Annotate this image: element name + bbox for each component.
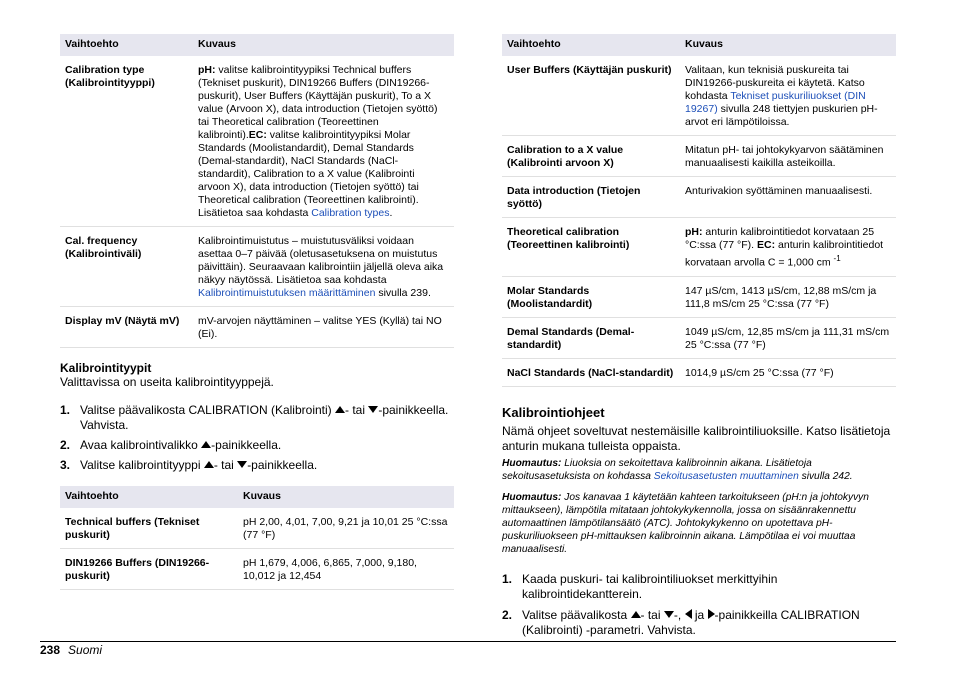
option-description <box>193 56 454 227</box>
note <box>502 457 896 483</box>
option-name: Theoretical calibration (Teoreettinen kalibrointi) <box>502 218 680 277</box>
down-arrow-icon <box>368 406 378 413</box>
table-row <box>502 276 896 317</box>
step-text: -painikkeella. <box>211 438 282 452</box>
step-text: - tai <box>344 403 369 417</box>
note-label: Huomautus: <box>502 491 562 503</box>
column-header: Kuvaus <box>193 34 454 56</box>
option-name: Calibration to a X value (Kalibrointi arvoon X) <box>502 136 680 177</box>
option-description: 1014,9 µS/cm 25 °C:ssa (77 °F) <box>680 358 896 386</box>
step-number: 2. <box>502 607 513 622</box>
up-arrow-icon <box>335 406 345 413</box>
option-description <box>680 218 896 277</box>
left-column <box>60 34 454 590</box>
table-row <box>502 218 896 277</box>
description-text: Valitaan, kun teknisiä puskureita tai DIN19266-puskureita ei käytetä. Katso kohdasta <box>685 64 865 102</box>
column-header: Kuvaus <box>238 486 454 508</box>
language-label: Suomi <box>68 643 103 657</box>
table-row <box>502 177 896 218</box>
ec-text: anturin kalibrointitiedot korvataan arvolla C = 1,000 cm <box>685 239 884 269</box>
table-row <box>502 56 896 136</box>
text-after: . <box>389 207 393 219</box>
steps-list <box>60 403 454 473</box>
section-intro: Nämä ohjeet soveltuvat nestemäisille kalibrointiliuoksille. Katso lisätietoja anturin mukana tulleista oppaista. <box>502 423 891 453</box>
up-arrow-icon <box>201 441 211 448</box>
step-number: 1. <box>502 571 513 586</box>
step-text: Valitse kalibrointityyppi <box>80 458 204 472</box>
step-number: 2. <box>60 438 71 452</box>
ph-label: pH: <box>685 226 703 238</box>
step-text: -, <box>673 607 685 622</box>
step-text: -painikkeilla CALIBRATION (Kalibrointi) -parametri. Vahvista. <box>522 607 860 637</box>
option-description: pH 2,00, 4,01, 7,00, 9,21 ja 10,01 25 °C:ssa (77 °F) <box>238 508 454 549</box>
option-name: Molar Standards (Moolistandardit) <box>502 276 680 317</box>
note-label: Huomautus: <box>502 457 562 469</box>
step-text: -painikkeella. Vahvista. <box>80 403 449 432</box>
up-arrow-icon <box>631 611 641 618</box>
page-number: 238 <box>40 643 61 657</box>
step-item <box>60 458 454 473</box>
table-row <box>60 227 454 307</box>
description-text: Kalibrointimuistutus – muistutusväliksi voidaan asettaa 0–7 päivää (oletusasetuksena on muistutus päivittäin). Seuraavaan kalibrointiin jäljellä oleva aika näkyy näytössä. Lisätietoa saa kohdasta <box>198 235 444 286</box>
option-name: Data introduction (Tietojen syöttö) <box>502 177 680 218</box>
step-number: 3. <box>60 458 71 472</box>
text-after: sivulla 248 tiettyjen puskurien pH-arvot eri lämpötiloissa. <box>685 103 878 128</box>
technical-buffers-link[interactable]: Tekniset puskuriliuokset (DIN 19267) <box>685 90 866 115</box>
table-row <box>502 317 896 358</box>
column-header: Vaihtoehto <box>60 486 238 508</box>
column-header: Kuvaus <box>680 34 896 56</box>
table-header-row <box>60 34 454 56</box>
step-text: - tai <box>213 458 238 472</box>
note <box>502 491 896 556</box>
ph-text: valitse kalibrointityypiksi Technical buffers (Tekniset puskurit), DIN19266 Buffers (DIN19266-puskurit), User Buffers (Käyttäjän puskurit), To a X value (Arvoon X), data introduction (Tietojen syöttö) tai Theoretical calibration (Teoreettinen kalibrointi). <box>198 64 438 141</box>
section-title: Kalibrointiohjeet <box>502 404 605 420</box>
table-row <box>502 136 896 177</box>
step-text: - tai <box>640 607 664 622</box>
option-name: DIN19266 Buffers (DIN19266-puskurit) <box>60 549 238 590</box>
down-arrow-icon <box>664 611 674 618</box>
section-intro: Valittavissa on useita kalibrointityyppejä. <box>60 375 274 389</box>
step-text: Kaada puskuri- tai kalibrointiliuokset merkittyihin kalibrointidekantterein. <box>522 571 778 601</box>
options-table-3 <box>502 34 896 387</box>
note-text: sivulla 242. <box>798 470 853 482</box>
option-description: pH 1,679, 4,006, 6,865, 7,000, 9,180, 10,012 ja 12,454 <box>238 549 454 590</box>
table-header-row <box>502 34 896 56</box>
option-name: Calibration type (Kalibrointityyppi) <box>60 56 193 227</box>
table-row <box>60 307 454 348</box>
table-row <box>60 508 454 549</box>
column-header: Vaihtoehto <box>60 34 193 56</box>
text-after: sivulla 239. <box>375 287 431 299</box>
ec-label: EC: <box>248 129 267 141</box>
option-description: Anturivakion syöttäminen manuaalisesti. <box>680 177 896 218</box>
step-item <box>60 403 454 433</box>
footer-divider <box>40 641 896 642</box>
option-name: Technical buffers (Tekniset puskurit) <box>60 508 238 549</box>
ph-text: anturin kalibrointitiedot korvataan 25 °C:ssa (77 °F). <box>685 226 875 251</box>
right-column <box>502 34 896 638</box>
right-arrow-icon <box>708 609 715 619</box>
ph-label: pH: <box>198 64 216 76</box>
step-text: Avaa kalibrointivalikko <box>80 438 202 452</box>
note-text: Jos kanavaa 1 käytetään kahteen tarkoitukseen (pH:n ja johtokyvyn mittaukseen), lämpötila mitataan johtokykykennolla, jossa on sisäänrakennettu automaattinen lämpötilansäätö (ATC). Johtokykykenno on upotettava pH-puskuriliuokseen pH-mittauksen kalibroinnin aikana. Lämpötilaa ei voi muuttaa manuaalisesti. <box>502 491 869 555</box>
table-row <box>60 549 454 590</box>
calibration-types-link[interactable]: Calibration types <box>311 207 390 219</box>
superscript: -1 <box>833 254 841 263</box>
step-text: Valitse päävalikosta CALIBRATION (Kalibrointi) <box>80 403 335 417</box>
step-item <box>502 608 896 638</box>
calibration-reminder-link[interactable]: Kalibrointimuistutuksen määrittäminen <box>198 287 376 299</box>
steps-list <box>502 572 896 638</box>
option-name: Display mV (Näytä mV) <box>60 307 193 348</box>
option-description: 1049 µS/cm, 12,85 mS/cm ja 111,31 mS/cm 25 °C:ssa (77 °F) <box>680 317 896 358</box>
table-row <box>60 56 454 227</box>
option-name: Demal Standards (Demal-standardit) <box>502 317 680 358</box>
options-table-1 <box>60 34 454 348</box>
option-description: mV-arvojen näyttäminen – valitse YES (Kyllä) tai NO (Ei). <box>193 307 454 348</box>
step-number: 1. <box>60 403 71 417</box>
step-text: Valitse päävalikosta <box>522 607 631 622</box>
options-table-2 <box>60 486 454 590</box>
up-arrow-icon <box>204 461 214 468</box>
ec-label: EC: <box>757 239 776 251</box>
option-description <box>680 56 896 136</box>
down-arrow-icon <box>237 461 247 468</box>
option-description: Mitatun pH- tai johtokykyarvon säätäminen manuaalisesti kaikilla asteikoilla. <box>680 136 896 177</box>
left-arrow-icon <box>685 609 692 619</box>
ec-text: valitse kalibrointityypiksi Molar Standards (Moolistandardit), Demal Standards (Demal-standardit), NaCl Standards (NaCl-standardit), Calibration to a X value (Kalibrointi arvoon X), data introduction (Tietojen syöttö) tai Theoretical calibration (Teoreettinen kalibrointi). Lisätietoa saa kohdasta <box>198 129 419 219</box>
section-title: Kalibrointityypit <box>60 361 152 375</box>
column-header: Vaihtoehto <box>502 34 680 56</box>
option-name: NaCl Standards (NaCl-standardit) <box>502 358 680 386</box>
step-text: -painikkeella. <box>247 458 318 472</box>
step-item <box>60 438 454 453</box>
stirring-settings-link[interactable]: Sekoitusasetusten muuttaminen <box>653 470 799 482</box>
option-description <box>193 227 454 307</box>
option-name: Cal. frequency (Kalibrointiväli) <box>60 227 193 307</box>
step-item <box>502 572 896 602</box>
option-description: 147 µS/cm, 1413 µS/cm, 12,88 mS/cm ja 111,8 mS/cm 25 °C:ssa (77 °F) <box>680 276 896 317</box>
table-header-row <box>60 486 454 508</box>
table-row <box>502 358 896 386</box>
note-text: Liuoksia on sekoitettava kalibroinnin aikana. Lisätietoja sekoitusasetuksista on kohdassa <box>502 457 812 482</box>
option-name: User Buffers (Käyttäjän puskurit) <box>502 56 680 136</box>
footer <box>40 643 102 657</box>
step-text: ja <box>691 607 708 622</box>
